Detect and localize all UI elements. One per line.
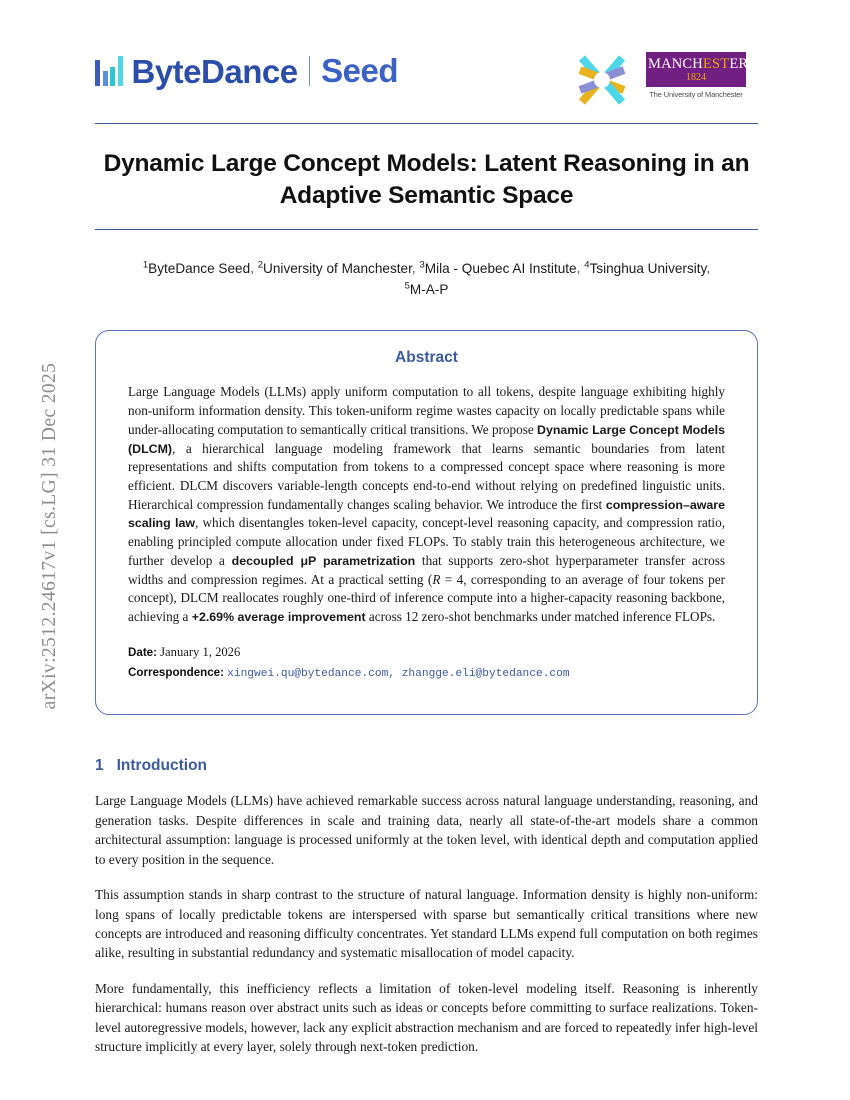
section-number: 1 xyxy=(95,757,104,775)
correspondence-emails[interactable]: xingwei.qu@bytedance.com, zhangge.eli@bytedance.com xyxy=(227,668,570,681)
abstract-bold-mup: decoupled μP parametrization xyxy=(231,553,416,568)
seed-wordmark: Seed xyxy=(321,52,399,89)
arxiv-stamp: arXiv:2512.24617v1 [cs.LG] 31 Dec 2025 xyxy=(39,362,60,710)
manchester-brand-box xyxy=(646,52,749,87)
header-logo-row xyxy=(95,44,758,116)
paper-page xyxy=(95,0,758,1100)
section-heading-introduction xyxy=(95,757,758,775)
math-symbol-R: R xyxy=(432,571,441,587)
mila-star-icon xyxy=(572,50,632,110)
title-rule-bottom xyxy=(95,229,758,230)
intro-paragraph-1: Large Language Models (LLMs) have achieved remarkable success across natural language understanding, reasoning, and generation tasks. Despite differences in scale and training data, nearly all state-of-the-art models share a common architectural assumption: language is processed uniformly at the token level, with identical depth and computation applied to every position in the sequence. xyxy=(95,793,758,867)
abstract-bold-dlcm: Dynamic Large Concept Models (DLCM) xyxy=(128,422,725,456)
bytedance-bars-icon xyxy=(95,56,123,86)
abstract-box xyxy=(95,330,758,715)
affiliation-item-5: $^5$M-A-P xyxy=(404,280,449,297)
logo-divider xyxy=(309,56,311,86)
date-value: January 1, 2026 xyxy=(160,644,241,659)
title-rule-top xyxy=(95,123,758,124)
abstract-body: Large Language Models (LLMs) apply uniform computation to all tokens, despite language exhibiting highly non-uniform information density. This token-uniform regime wastes capacity on locally predictable spans while under-allocating computation to semantically critical transitions. We propose Dynamic Large Concept Models (DLCM), a hierarchical language modeling framework that learns semantic boundaries from latent representations and shifts computation from tokens to a compressed concept space where reasoning is more efficient. DLCM discovers variable-length concepts end-to-end without relying on predefined linguistic units. Hierarchical compression fundamentally changes scaling behavior. We introduce the first compression–aware scaling law, which disentangles token-level capacity, concept-level reasoning capacity, and compression ratio, enabling principled compute allocation under fixed FLOPs. To stably train this heterogeneous architecture, we further develop a decoupled μP parametrization that supports zero-shot hyperparameter transfer across widths and compression regimes. At a practical setting (R = 4, corresponding to an average of four tokens per concept), DLCM reallocates roughly one-third of inference compute into a higher-capacity reasoning backbone, achieving a +2.69% average improvement across 12 zero-shot benchmarks under matched inference FLOPs. xyxy=(128,384,726,625)
manchester-subtitle: The University of Manchester xyxy=(649,89,743,99)
correspondence-line xyxy=(128,662,725,684)
affiliation-item-4: $^4$Tsinghua University xyxy=(584,259,707,276)
manchester-university-logo xyxy=(646,52,749,99)
section-title: Introduction xyxy=(116,757,208,775)
manchester-year: 1824 xyxy=(686,71,706,83)
abstract-heading: Abstract xyxy=(395,349,458,367)
correspondence-label: Correspondence: xyxy=(128,666,224,680)
bytedance-seed-logo xyxy=(95,52,398,90)
page-title: Dynamic Large Concept Models: Latent Reasoning in an Adaptive Semantic Space xyxy=(103,150,750,210)
bytedance-wordmark: ByteDance xyxy=(131,52,298,90)
date-label: Date: xyxy=(128,645,157,659)
abstract-meta xyxy=(128,642,725,684)
affiliations: $^1$ByteDance Seed, $^2$University of Manchester, $^3$Mila - Quebec AI Institute, $^4$Tsinghua University, $^5$M-A-P xyxy=(142,259,711,297)
intro-paragraph-2: This assumption stands in sharp contrast to the structure of natural language. Information density is highly non-uniform: long spans of locally predictable tokens are interspersed with sparse but semantically critical transitions where new concepts are introduced and reasoning difficulty concentrates. Yet standard LLMs expend full computation on both regimes alike, resulting in substantial redundancy and systematic misallocation of model capacity. xyxy=(95,887,758,961)
abstract-bold-scaling-law: compression–aware scaling law xyxy=(128,497,725,531)
intro-paragraph-3: More fundamentally, this inefficiency reflects a limitation of token-level modeling itself. Reasoning is inherently hierarchical: humans reason over abstract units such as ideas or concepts before committing to surface realizations. Token-level autoregressive models, however, lack any explicit abstraction mechanism and are forced to repeatedly infer high-level structure implicitly at every layer, solely through next-token prediction. xyxy=(95,980,758,1055)
affiliation-item-3: $^3$Mila - Quebec AI Institute xyxy=(419,259,577,276)
manchester-wordmark: MANCHESTER xyxy=(648,56,749,72)
abstract-bold-improvement: +2.69% average improvement xyxy=(191,610,366,625)
date-line xyxy=(128,642,725,663)
affiliation-item-1: $^1$ByteDance Seed xyxy=(142,259,251,276)
affiliation-item-2: $^2$University of Manchester xyxy=(257,259,412,276)
